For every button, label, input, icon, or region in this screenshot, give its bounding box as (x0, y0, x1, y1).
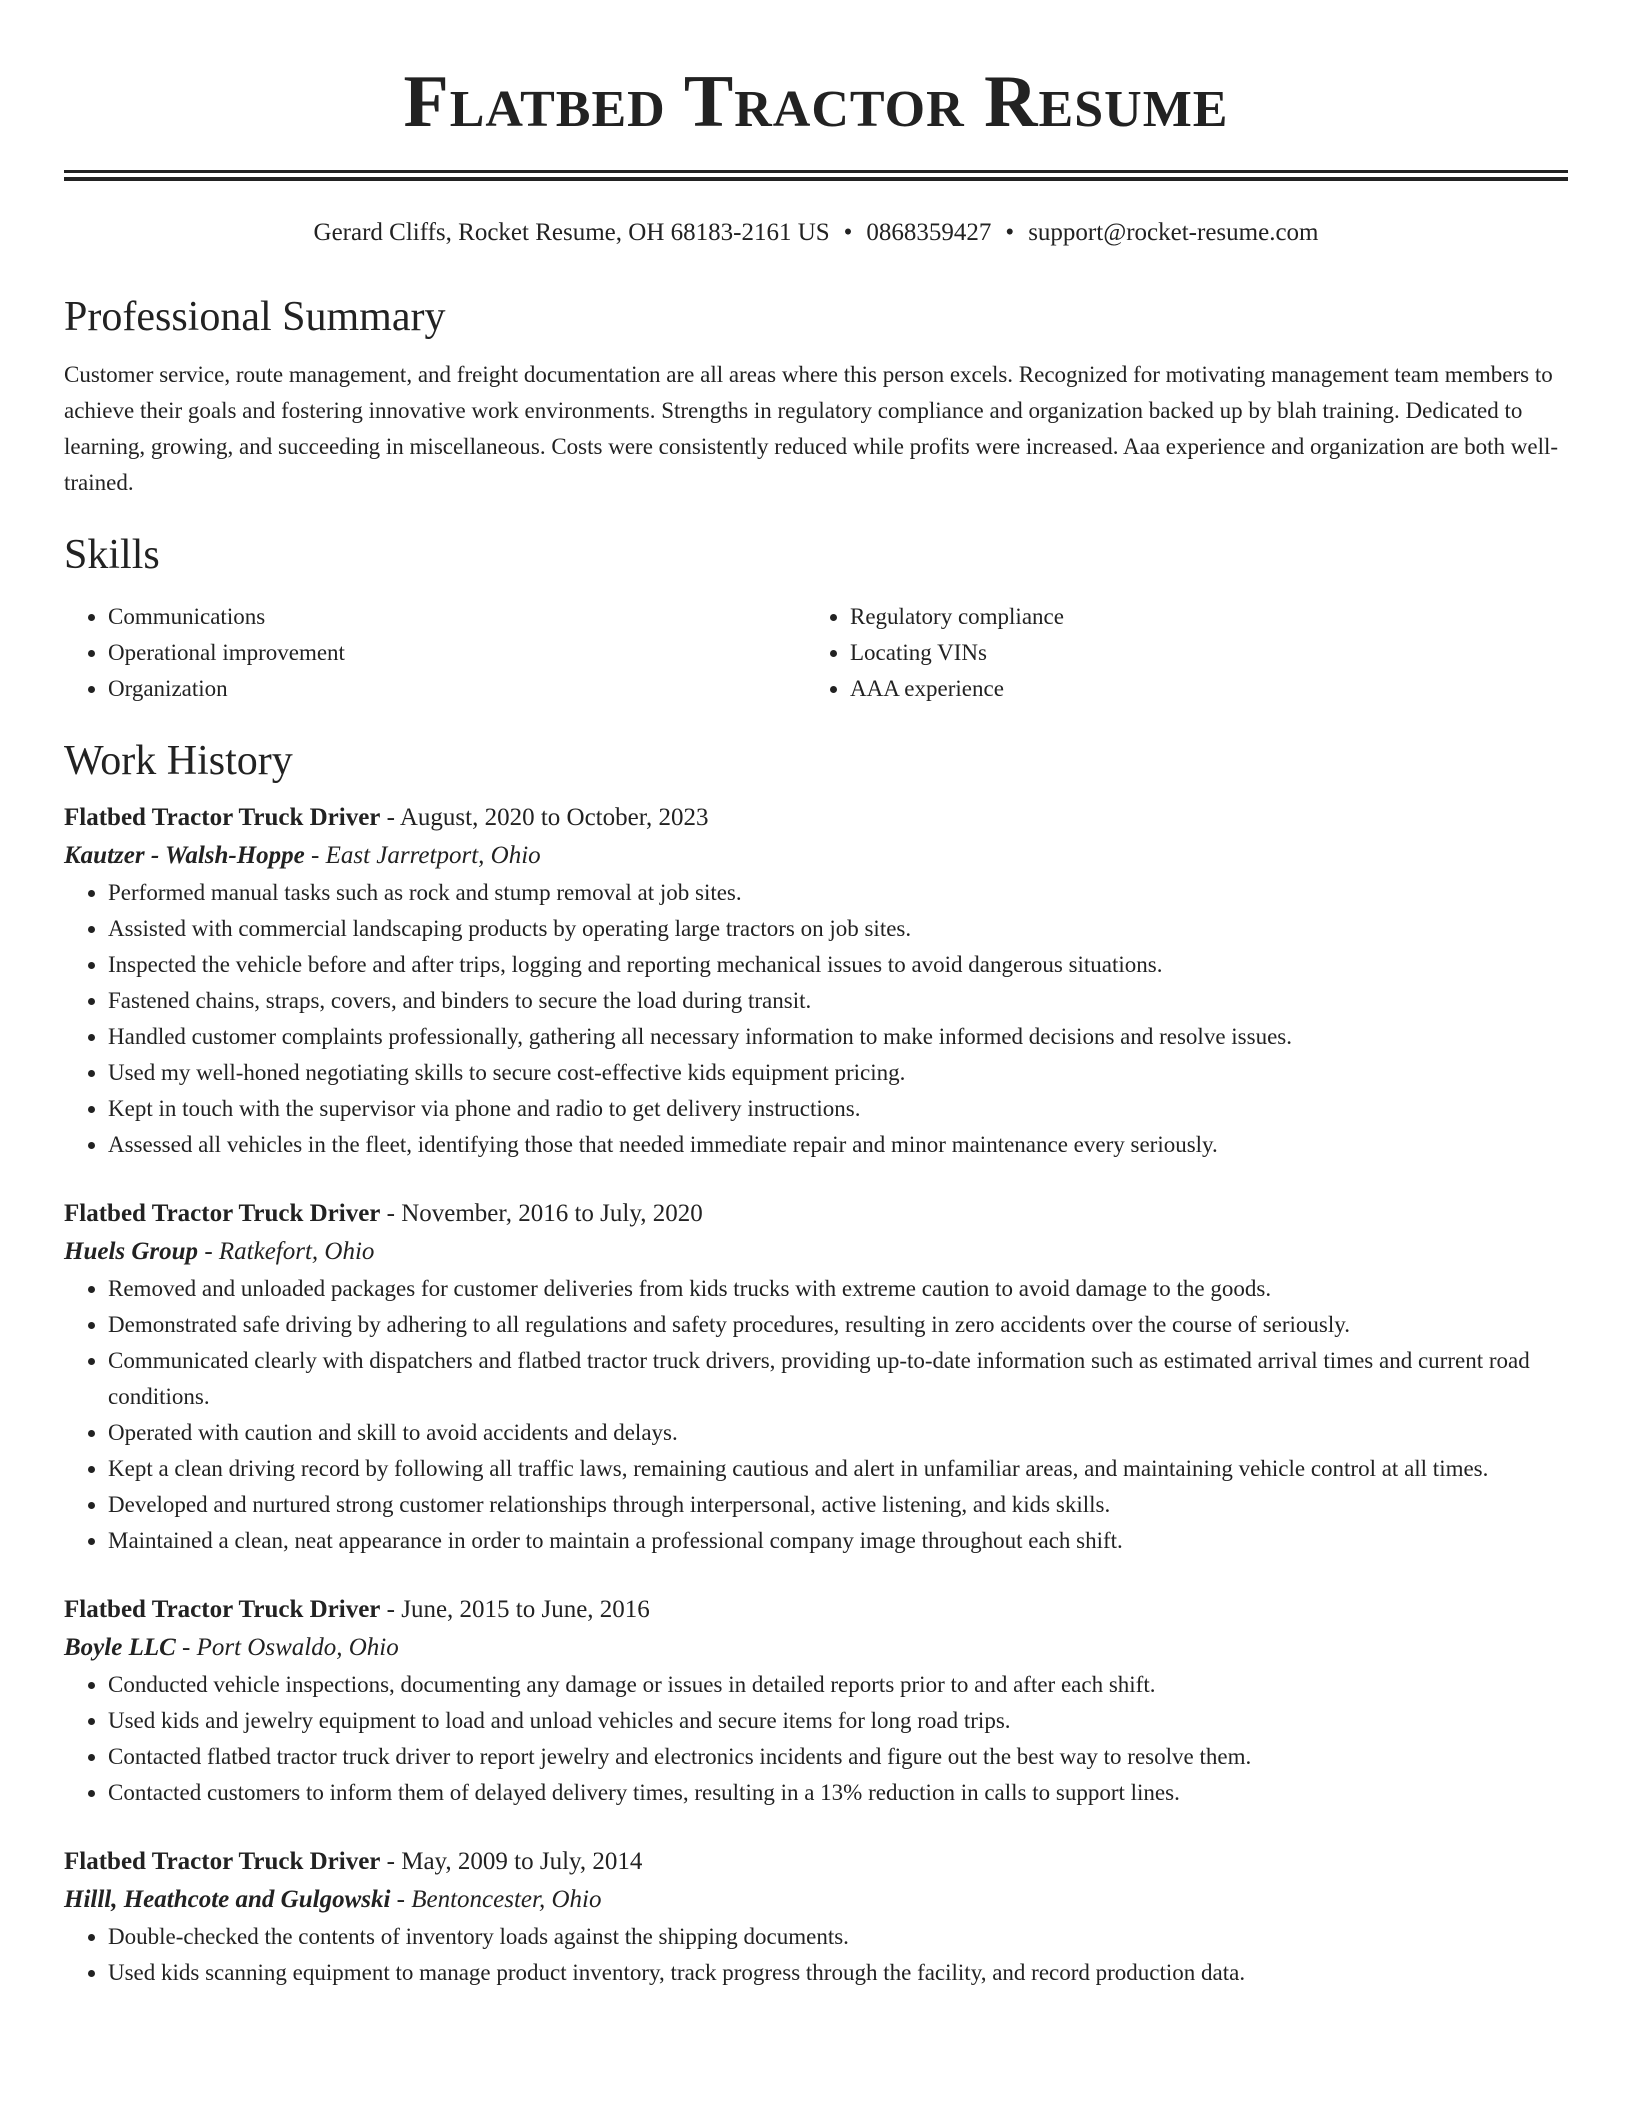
job-bullets (64, 875, 1568, 1163)
contact-line (64, 217, 1568, 249)
job-bullet: • Contacted flatbed tractor truck driver to report jewelry and electronics incidents and figure out the best way to resolve them. (108, 1739, 1568, 1775)
job-bullets (64, 1271, 1568, 1559)
job-bullets (64, 1919, 1568, 1991)
skill-item: • Organization (108, 671, 806, 707)
work-history-heading: Work History (64, 738, 293, 784)
job-location: - Bentoncester, Ohio (390, 1886, 602, 1913)
job-company-line (64, 1629, 1568, 1667)
job-company: Huels Group (64, 1238, 199, 1265)
job-location: - East Jarretport, Ohio (304, 842, 541, 869)
job-entry (64, 1843, 1568, 1991)
contact-separator: • (843, 219, 853, 246)
job-bullet: • Fastened chains, straps, covers, and binders to secure the load during transit. (108, 983, 1568, 1019)
job-dates: - June, 2015 to June, 2016 (380, 1596, 650, 1623)
job-company: Hilll, Heathcote and Gulgowski (64, 1886, 391, 1913)
contact-address: Gerard Cliffs, Rocket Resume, OH 68183-2161 US (313, 219, 830, 246)
job-company-line (64, 1881, 1568, 1919)
job-title: Flatbed Tractor Truck Driver (64, 804, 381, 831)
job-company: Kautzer - Walsh-Hoppe (64, 842, 305, 869)
job-bullet: • Contacted customers to inform them of delayed delivery times, resulting in a 13% reduction in calls to support lines. (108, 1775, 1568, 1811)
job-title: Flatbed Tractor Truck Driver (64, 1200, 381, 1227)
job-company: Boyle LLC (64, 1634, 176, 1661)
contact-separator: • (1005, 219, 1015, 246)
job-header (64, 799, 1568, 837)
job-bullets (64, 1667, 1568, 1811)
job-bullet: • Kept in touch with the supervisor via phone and radio to get delivery instructions. (108, 1091, 1568, 1127)
skill-item: • Regulatory compliance (850, 599, 1548, 635)
job-entry (64, 799, 1568, 1163)
job-location: - Ratkefort, Ohio (198, 1238, 375, 1265)
job-bullet: • Used my well-honed negotiating skills to secure cost-effective kids equipment pricing. (108, 1055, 1568, 1091)
job-dates: - May, 2009 to July, 2014 (380, 1848, 643, 1875)
skill-item: • Communications (108, 599, 806, 635)
resume-title: Flatbed Tractor Resume (403, 61, 1229, 143)
job-bullet: • Operated with caution and skill to avoid accidents and delays. (108, 1415, 1568, 1451)
job-bullet: • Handled customer complaints professionally, gathering all necessary information to make informed decisions and resolve issues. (108, 1019, 1568, 1055)
summary-text: Customer service, route management, and freight documentation are all areas where this person excels. Recognized for motivating management team members to achieve their goals and fostering innovative work environments. Strengths in regulatory compliance and organization backed up by blah training. Dedicated to learning, growing, and succeeding in miscellaneous. Costs were consistently reduced while profits were increased. Aaa experience and organization are both well-trained. (64, 362, 1559, 495)
job-entry (64, 1591, 1568, 1811)
job-bullet: • Assessed all vehicles in the fleet, identifying those that needed immediate repair and minor maintenance every seriously. (108, 1127, 1568, 1163)
contact-phone: 0868359427 (866, 219, 992, 246)
job-company-line (64, 837, 1568, 875)
skills-heading: Skills (64, 532, 160, 578)
skill-item: • AAA experience (850, 671, 1548, 707)
job-bullet: • Conducted vehicle inspections, documenting any damage or issues in detailed reports prior to and after each shift. (108, 1667, 1568, 1703)
job-bullet: • Developed and nurtured strong customer relationships through interpersonal, active listening, and kids skills. (108, 1487, 1568, 1523)
job-bullet: • Removed and unloaded packages for customer deliveries from kids trucks with extreme caution to avoid damage to the goods. (108, 1271, 1568, 1307)
job-header (64, 1591, 1568, 1629)
job-title: Flatbed Tractor Truck Driver (64, 1596, 381, 1623)
job-bullet: • Double-checked the contents of inventory loads against the shipping documents. (108, 1919, 1568, 1955)
skills-list (64, 599, 1568, 707)
job-dates: - November, 2016 to July, 2020 (380, 1200, 703, 1227)
job-location: - Port Oswaldo, Ohio (175, 1634, 399, 1661)
job-header (64, 1195, 1568, 1233)
summary-heading: Professional Summary (64, 294, 446, 340)
skill-item: • Locating VINs (850, 635, 1548, 671)
title-divider (64, 170, 1568, 181)
job-bullet: • Used kids and jewelry equipment to load and unload vehicles and secure items for long road trips. (108, 1703, 1568, 1739)
skill-item: • Operational improvement (108, 635, 806, 671)
job-company-line (64, 1233, 1568, 1271)
job-entry (64, 1195, 1568, 1559)
job-bullet: • Demonstrated safe driving by adhering to all regulations and safety procedures, resulting in zero accidents over the course of seriously. (108, 1307, 1568, 1343)
job-bullet: • Used kids scanning equipment to manage product inventory, track progress through the facility, and record production data. (108, 1955, 1568, 1991)
job-bullet: • Maintained a clean, neat appearance in order to maintain a professional company image throughout each shift. (108, 1523, 1568, 1559)
skills-column-right (806, 599, 1548, 707)
job-header (64, 1843, 1568, 1881)
contact-email[interactable]: support@rocket-resume.com (1028, 219, 1319, 246)
job-bullet: • Inspected the vehicle before and after trips, logging and reporting mechanical issues to avoid dangerous situations. (108, 947, 1568, 983)
job-bullet: • Kept a clean driving record by following all traffic laws, remaining cautious and alert in unfamiliar areas, and maintaining vehicle control at all times. (108, 1451, 1568, 1487)
job-bullet: • Communicated clearly with dispatchers and flatbed tractor truck drivers, providing up-to-date information such as estimated arrival times and current road conditions. (108, 1343, 1568, 1415)
job-dates: - August, 2020 to October, 2023 (380, 804, 709, 831)
job-bullet: • Performed manual tasks such as rock and stump removal at job sites. (108, 875, 1568, 911)
job-title: Flatbed Tractor Truck Driver (64, 1848, 381, 1875)
skills-column-left (64, 599, 806, 707)
job-bullet: • Assisted with commercial landscaping products by operating large tractors on job sites. (108, 911, 1568, 947)
